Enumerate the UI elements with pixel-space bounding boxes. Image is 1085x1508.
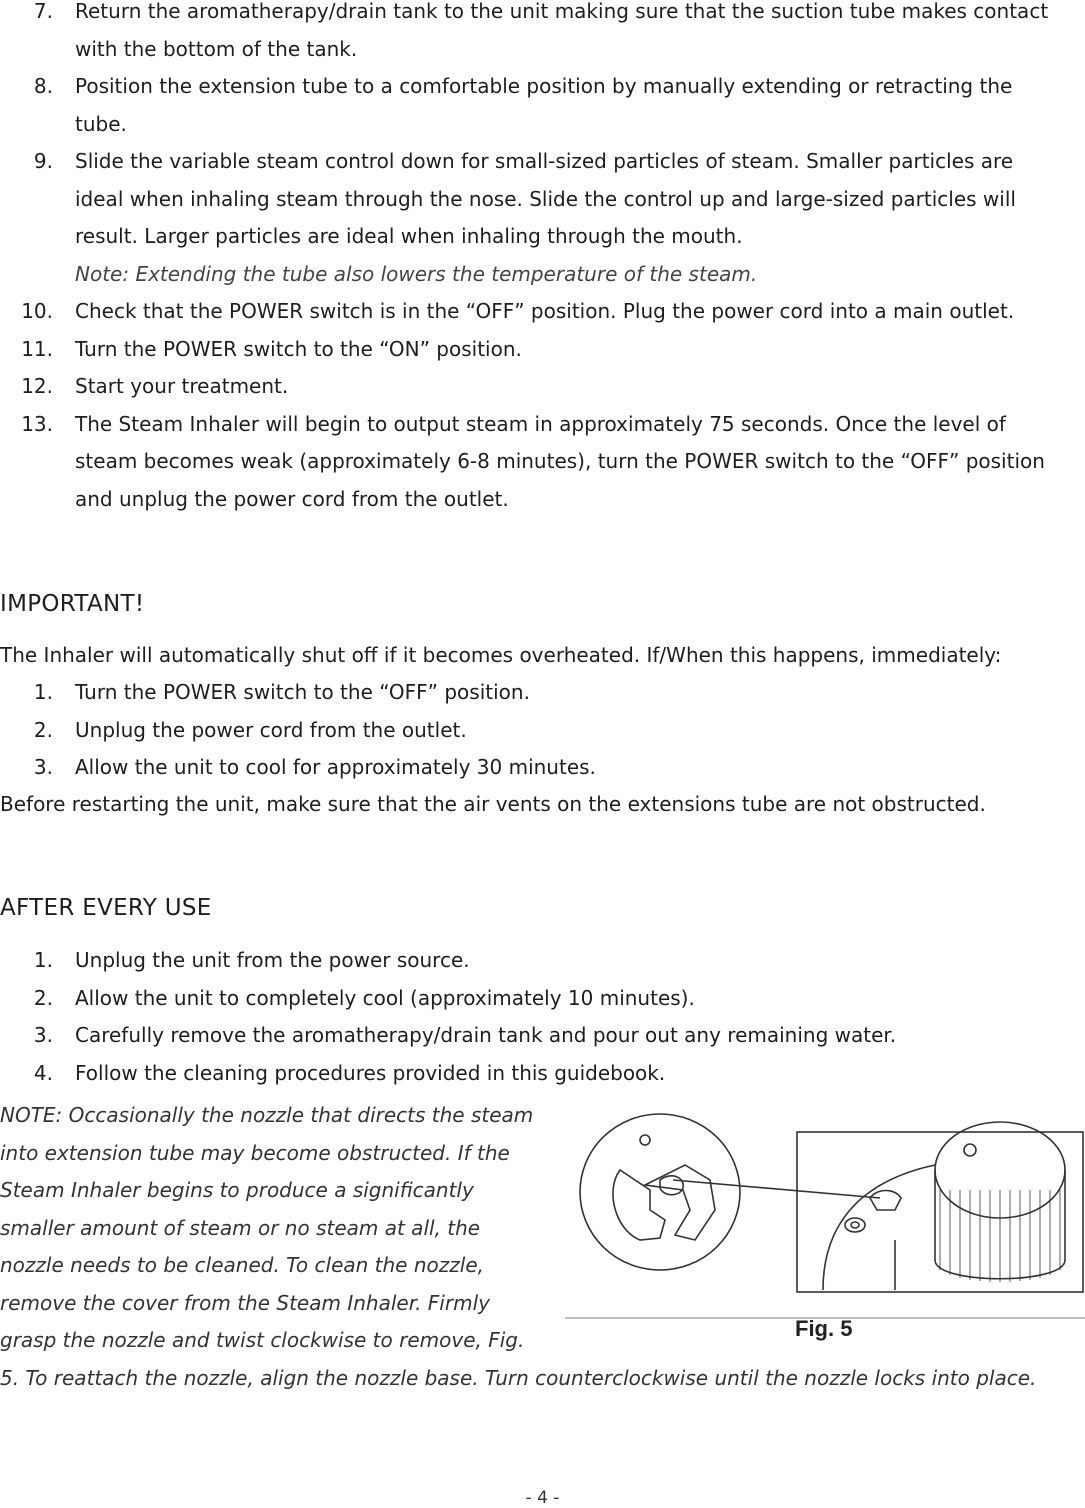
port-ring xyxy=(845,1218,865,1232)
important-step-2 xyxy=(0,712,1085,750)
step-12 xyxy=(0,368,1085,406)
step-number: 2. xyxy=(33,985,53,1010)
page-number: - 4 - xyxy=(525,1488,560,1508)
cap-ridges xyxy=(940,1190,1060,1282)
step-11 xyxy=(0,331,1085,369)
note-line: Steam Inhaler begins to produce a significantly xyxy=(0,1178,474,1202)
step-line: Unplug the power cord from the outlet. xyxy=(75,717,467,742)
steps-list-top xyxy=(0,0,1085,518)
step-line: Return the aromatherapy/drain tank to the unit making sure that the suction tube makes contact xyxy=(75,0,1049,23)
step-line: and unplug the power cord from the outlet. xyxy=(75,486,509,511)
housing-curve xyxy=(823,1165,935,1290)
after-use-step-1 xyxy=(0,942,1085,980)
important-step-3 xyxy=(0,749,1085,787)
important-steps xyxy=(0,674,1085,787)
figure-caption: Fig. 5 xyxy=(795,1316,853,1341)
step-line: Start your treatment. xyxy=(75,374,289,398)
step-note: Note: Extending the tube also lowers the temperature of the steam. xyxy=(75,261,758,286)
nozzle-small xyxy=(870,1191,901,1211)
step-line: Follow the cleaning procedures provided in this guidebook. xyxy=(75,1060,666,1085)
step-number: 9. xyxy=(33,149,53,173)
nozzle-part-left xyxy=(613,1170,665,1240)
after-use-step-2 xyxy=(0,980,1085,1018)
pointer-line xyxy=(673,1180,880,1198)
step-number: 8. xyxy=(33,74,53,98)
step-number: 3. xyxy=(33,1023,53,1047)
note-line: into extension tube may become obstructed. If the xyxy=(0,1140,510,1165)
after-use-step-3 xyxy=(0,1017,1085,1055)
step-line: steam becomes weak (approximately 6-8 minutes), turn the POWER switch to the “OFF” position xyxy=(75,449,1045,473)
step-number: 13. xyxy=(21,411,53,436)
step-9 xyxy=(0,143,1085,293)
step-line: Check that the POWER switch is in the “OFF” position. Plug the power cord into a main outlet. xyxy=(75,299,1015,323)
step-line: Turn the POWER switch to the “OFF” position. xyxy=(75,680,530,704)
important-outro: Before restarting the unit, make sure that the air vents on the extensions tube are not obstructed. xyxy=(0,792,986,816)
step-line: result. Larger particles are ideal when inhaling through the mouth. xyxy=(75,224,743,248)
note-line: remove the cover from the Steam Inhaler. Firmly xyxy=(0,1290,490,1315)
step-13 xyxy=(0,406,1085,519)
nozzle-note-last-line: 5. To reattach the nozzle, align the nozzle base. Turn counterclockwise until the nozzle locks into place. xyxy=(0,1366,1037,1390)
step-10 xyxy=(0,293,1085,331)
step-line: Position the extension tube to a comfortable position by manually extending or retracting the xyxy=(75,74,1013,98)
step-number: 11. xyxy=(21,336,53,361)
step-number: 3. xyxy=(33,755,53,779)
step-number: 7. xyxy=(33,0,53,23)
step-line: Allow the unit to cool for approximately 30 minutes. xyxy=(75,755,596,779)
nozzle-note xyxy=(0,1097,548,1360)
step-number: 2. xyxy=(33,717,53,742)
step-line: The Steam Inhaler will begin to output steam in approximately 75 seconds. Once the level of xyxy=(75,411,1006,436)
step-line: Carefully remove the aromatherapy/drain tank and pour out any remaining water. xyxy=(75,1023,897,1047)
note-line: nozzle needs to be cleaned. To clean the nozzle, xyxy=(0,1253,484,1277)
note-line: grasp the nozzle and twist clockwise to remove, Fig. xyxy=(0,1328,525,1352)
after-use-heading: AFTER EVERY USE xyxy=(0,895,212,921)
note-line: NOTE: Occasionally the nozzle that directs the steam xyxy=(0,1103,534,1127)
step-line: Allow the unit to completely cool (approximately 10 minutes). xyxy=(75,985,695,1010)
important-intro: The Inhaler will automatically shut off if it becomes overheated. If/When this happens, immediately: xyxy=(0,643,1002,667)
cap-marker xyxy=(964,1144,976,1156)
step-line: Turn the POWER switch to the “ON” position. xyxy=(75,336,522,361)
step-number: 1. xyxy=(33,680,53,704)
step-line: tube. xyxy=(75,111,127,136)
step-line: ideal when inhaling steam through the nose. Slide the control up and large-sized particles will xyxy=(75,186,1016,211)
after-use-steps xyxy=(0,942,1085,1092)
step-8 xyxy=(0,68,1085,143)
after-use-step-4 xyxy=(0,1055,1085,1093)
step-number: 12. xyxy=(21,374,53,398)
step-number: 10. xyxy=(21,299,53,323)
nozzle-center xyxy=(660,1176,683,1195)
step-line: Unplug the unit from the power source. xyxy=(75,948,470,972)
step-7 xyxy=(0,0,1085,68)
step-number: 4. xyxy=(33,1060,53,1085)
step-line: Slide the variable steam control down for small-sized particles of steam. Smaller particles are xyxy=(75,149,1014,173)
screw-mark xyxy=(640,1135,650,1145)
step-line: with the bottom of the tank. xyxy=(75,36,358,61)
nozzle-part-right xyxy=(645,1165,715,1240)
step-number: 1. xyxy=(33,948,53,972)
port-hole xyxy=(851,1222,859,1228)
note-line: smaller amount of steam or no steam at all, the xyxy=(0,1215,481,1240)
zoom-circle xyxy=(580,1114,740,1270)
important-heading: IMPORTANT! xyxy=(0,591,145,617)
nozzle-figure xyxy=(565,1110,1085,1350)
important-step-1 xyxy=(0,674,1085,712)
